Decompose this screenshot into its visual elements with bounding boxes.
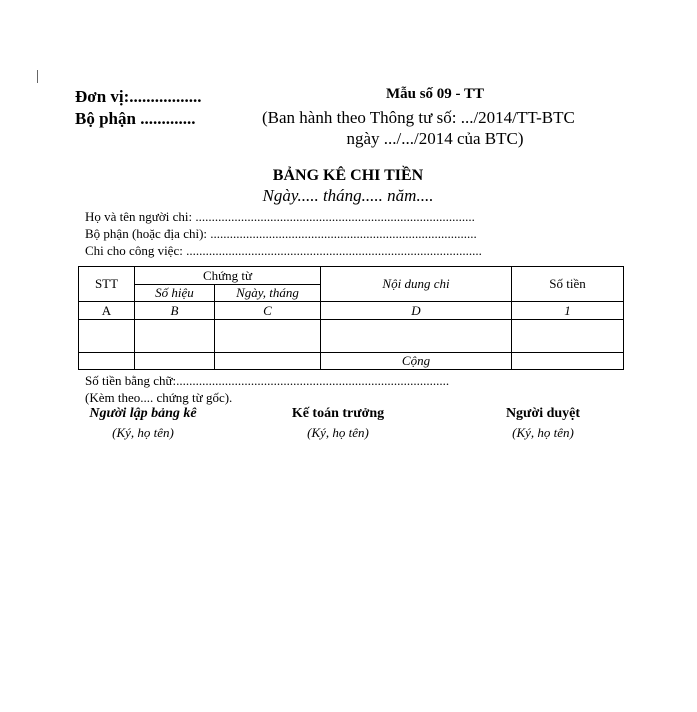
issued-line-2: ngày .../.../2014 của BTC)	[346, 129, 524, 148]
department-label: Bộ phận .............	[75, 109, 196, 128]
header-voucher-no: Số hiệu	[135, 285, 215, 302]
amount-in-words: Số tiền bằng chữ:....................................................................................	[85, 373, 450, 388]
empty-cell	[512, 353, 624, 370]
form-number: Mẫu số 09 - TT	[385, 86, 485, 102]
header-voucher-date: Ngày, tháng	[215, 285, 321, 302]
total-label: Cộng	[321, 353, 512, 370]
code-cell: 1	[512, 302, 624, 320]
empty-cell	[135, 320, 215, 353]
purpose-field: Chi cho công việc: ...........................................................................................	[85, 243, 482, 258]
header-content: Nội dung chi	[321, 267, 512, 302]
signature-title: Người lập bảng kê	[89, 406, 197, 421]
attached-vouchers: (Kèm theo.... chứng từ gốc).	[85, 390, 233, 405]
empty-cell	[79, 353, 135, 370]
signature-note: (Ký, họ tên)	[512, 425, 574, 440]
expense-table	[78, 266, 624, 370]
code-cell: C	[215, 302, 321, 320]
empty-cell	[135, 353, 215, 370]
signature-title: Kế toán trưởng	[291, 406, 385, 421]
signature-note: (Ký, họ tên)	[307, 425, 369, 440]
header-stt: STT	[79, 267, 135, 302]
signature-title: Người duyệt	[505, 406, 581, 421]
payer-field: Họ và tên người chi: ......................................................................................	[85, 209, 475, 224]
unit-label: Đơn vị:.................	[75, 87, 202, 106]
code-row	[79, 302, 624, 320]
header-voucher: Chứng từ	[135, 267, 321, 285]
empty-cell	[215, 320, 321, 353]
signature-note: (Ký, họ tên)	[112, 425, 174, 440]
department-field: Bộ phận (hoặc địa chỉ): ..................................................................................	[85, 226, 477, 241]
total-row	[79, 353, 624, 370]
code-cell: D	[321, 302, 512, 320]
text-cursor	[37, 70, 38, 83]
empty-cell	[512, 320, 624, 353]
header-amount: Số tiền	[512, 267, 624, 302]
table-row	[79, 320, 624, 353]
issued-line-1: (Ban hành theo Thông tư số: .../2014/TT-BTC	[262, 108, 575, 127]
document-date: Ngày..... tháng..... năm....	[262, 186, 434, 205]
empty-cell	[321, 320, 512, 353]
document-title: BẢNG KÊ CHI TIỀN	[272, 167, 424, 184]
code-cell: B	[135, 302, 215, 320]
code-cell: A	[79, 302, 135, 320]
empty-cell	[215, 353, 321, 370]
empty-cell	[79, 320, 135, 353]
